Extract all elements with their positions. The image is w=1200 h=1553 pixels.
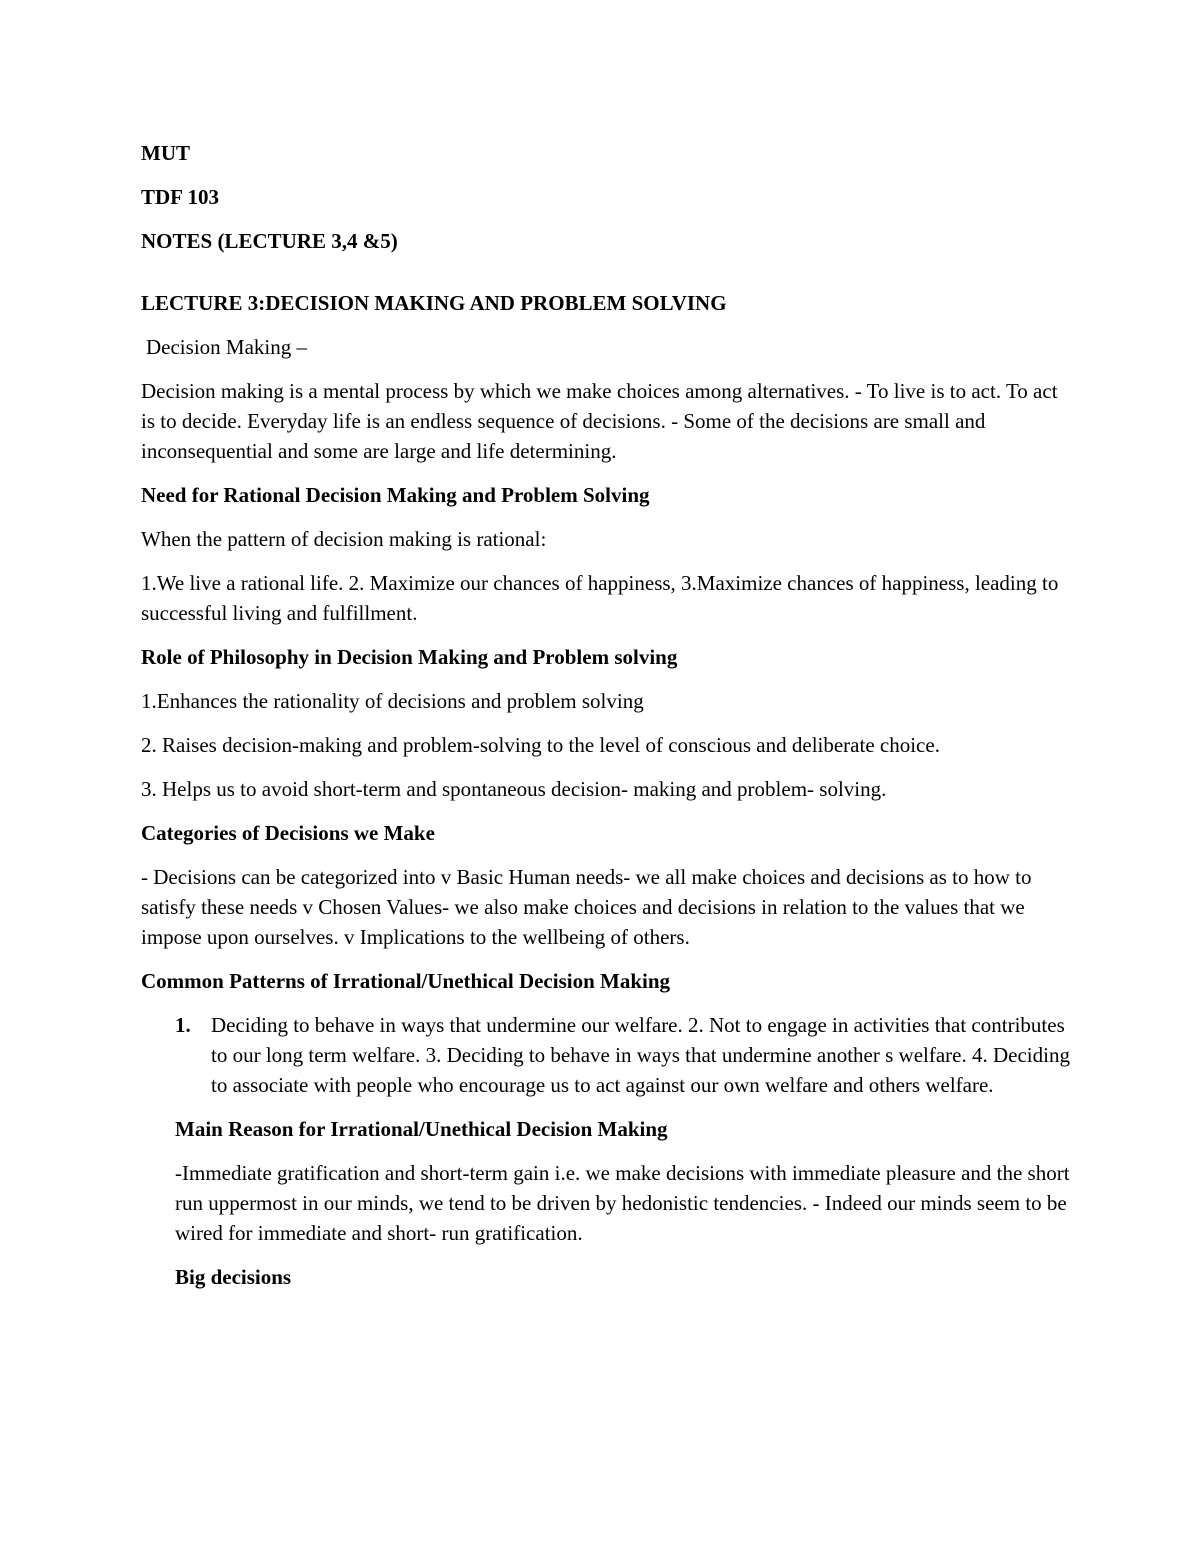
- role-point-3: 3. Helps us to avoid short-term and spontaneous decision- making and problem- solving.: [141, 777, 887, 801]
- main-reason-heading: Main Reason for Irrational/Unethical Decision Making: [175, 1117, 668, 1141]
- big-decisions-heading: Big decisions: [175, 1265, 292, 1289]
- list-item: [141, 1010, 1071, 1100]
- categories-section-heading: Categories of Decisions we Make: [141, 821, 435, 845]
- list-item-number: 1.: [175, 1013, 191, 1037]
- list-item-text: Deciding to behave in ways that undermine our welfare. 2. Not to engage in activities that contributes to our long term welfare. 3. Deciding to behave in ways that undermine another s welfare. 4. Deciding to associate with people who encourage us to act against our own welfare and others welfare.: [211, 1013, 1070, 1097]
- role-section-heading: Role of Philosophy in Decision Making and Problem solving: [141, 645, 678, 669]
- notes-title: NOTES (LECTURE 3,4 &5): [141, 229, 398, 253]
- lecture-title: LECTURE 3:DECISION MAKING AND PROBLEM SOLVING: [141, 291, 727, 315]
- role-point-2: 2. Raises decision-making and problem-solving to the level of conscious and deliberate choice.: [141, 733, 940, 757]
- course-code: TDF 103: [141, 185, 219, 209]
- role-point-1: 1.Enhances the rationality of decisions and problem solving: [141, 689, 644, 713]
- irrational-patterns-heading: Common Patterns of Irrational/Unethical Decision Making: [141, 969, 671, 993]
- categories-paragraph: - Decisions can be categorized into v Basic Human needs- we all make choices and decisions as to how to satisfy these needs v Chosen Values- we also make choices and decisions in relation to the values that we impose upon ourselves. v Implications to the wellbeing of others.: [141, 865, 1032, 949]
- decision-making-heading: Decision Making –: [146, 335, 307, 359]
- need-section-intro: When the pattern of decision making is rational:: [141, 527, 547, 551]
- need-section-heading: Need for Rational Decision Making and Problem Solving: [141, 483, 650, 507]
- main-reason-paragraph: -Immediate gratification and short-term gain i.e. we make decisions with immediate pleasure and the short run uppermost in our minds, we tend to be driven by hedonistic tendencies. - Indeed our minds seem to be wired for immediate and short- run gratification.: [175, 1161, 1070, 1245]
- institution-label: MUT: [141, 141, 190, 165]
- need-section-paragraph: 1.We live a rational life. 2. Maximize our chances of happiness, 3.Maximize chances of happiness, leading to successful living and fulfillment.: [141, 571, 1059, 625]
- decision-making-paragraph: Decision making is a mental process by which we make choices among alternatives. - To live is to act. To act is to decide. Everyday life is an endless sequence of decisions. - Some of the decisions are small and inconsequential and some are large and life determining.: [141, 379, 1058, 463]
- document-body: [141, 138, 1071, 1306]
